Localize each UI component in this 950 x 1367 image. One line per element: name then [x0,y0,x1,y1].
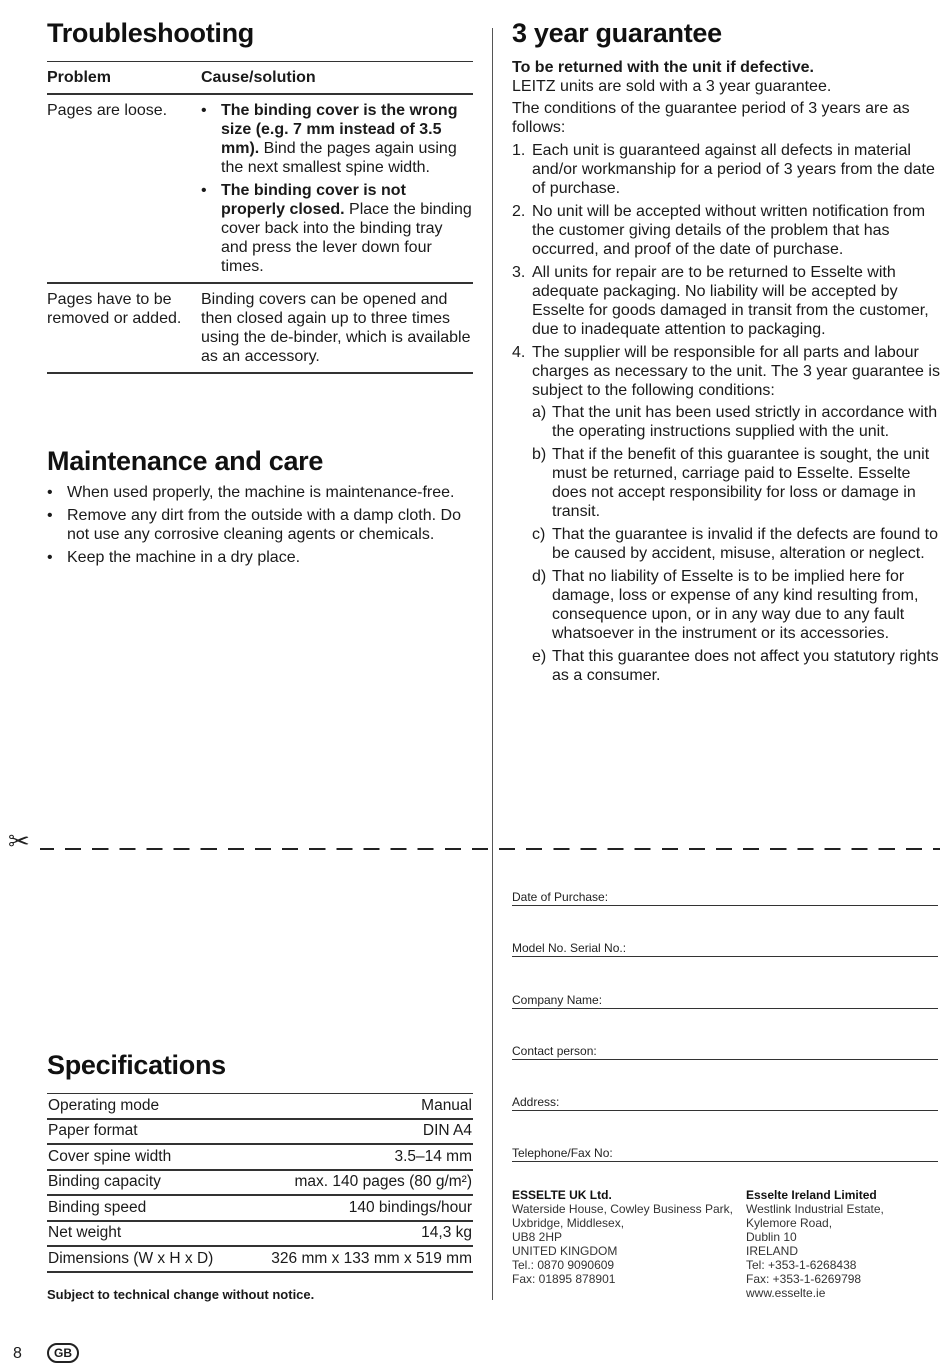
field-line [512,956,938,957]
spec-value: 140 bindings/hour [348,1198,472,1216]
field-label: Telephone/Fax No: [512,1146,613,1161]
cause-bold-text: The binding cover is the wrong size (e.g. 7 mm instead of 3.5 mm). [221,102,458,157]
address-line: Fax: +353-1-6269798 [746,1272,862,1286]
address-line: Dublin 10 [746,1230,797,1244]
company-name-field[interactable] [512,991,938,1042]
troubleshooting-section [47,18,473,374]
item-number: e) [532,648,547,665]
model-serial-field[interactable] [512,939,938,990]
specifications-section [47,1050,473,1302]
field-line [512,1008,938,1009]
address-field[interactable] [512,1093,938,1144]
cause-text: Bind the pages again using the next smallest spine width. [221,140,457,176]
item-text: All units for repair are to be returned to Esselte with adequate packaging. No liability will be accepted by Esselte for goods damaged in transit from the customer, due to inadequate attention to packaging. [532,264,929,338]
address-line: Kylemore Road, [746,1216,833,1230]
spec-label: Paper format [48,1122,138,1140]
item-number: d) [532,568,547,585]
address-line: UB8 2HP [512,1230,563,1244]
item-text: Each unit is guaranteed against all defects in material and/or workmanship for a period of 3 years from the date of purchase. [532,142,935,197]
field-line [512,905,938,906]
cause-text: Place the binding cover back into the binding tray and press the lever down four times. [221,201,472,275]
table-row [47,1171,473,1197]
item-text: No unit will be accepted without written notification from the customer giving details of the problem that has occurred, and proof of the date of purchase. [532,203,926,258]
spec-value: 3.5–14 mm [394,1147,472,1165]
website-link[interactable]: www.esselte.ie [746,1286,826,1300]
spec-label: Binding speed [48,1198,147,1216]
guarantee-intro: The conditions of the guarantee period of 3 years are as follows: [512,100,910,136]
page-number: 8 [13,1345,22,1362]
item-text: That the unit has been used strictly in accordance with the operating instructions supplied with the unit. [552,404,938,440]
column-divider [492,28,493,1300]
item-number: b) [532,446,547,463]
spec-label: Binding capacity [48,1173,161,1191]
address-line: Tel: +353-1-6268438 [746,1258,857,1272]
cause-bold-text: The binding cover is not properly closed. [221,182,406,218]
table-row [47,284,473,374]
list-item [512,343,940,685]
list-item [532,647,940,685]
guarantee-section [512,18,940,689]
date-of-purchase-field[interactable] [512,888,938,939]
guarantee-list [512,141,940,685]
company-name: ESSELTE UK Ltd. [512,1188,612,1202]
address-line: Fax: 01895 878901 [512,1272,616,1286]
spec-value: 14,3 kg [421,1224,472,1242]
field-label: Model No. Serial No.: [512,941,627,956]
guarantee-form [512,888,938,1196]
spec-value: max. 140 pages (80 g/m²) [294,1173,472,1191]
maintenance-title: Maintenance and care [47,446,324,476]
item-number: 1. [512,142,526,159]
list-item [532,525,940,563]
spec-value: DIN A4 [422,1122,472,1140]
list-item [201,101,473,177]
maintenance-section [47,446,473,571]
spec-note: Subject to technical change without notice. [47,1286,315,1302]
specifications-table [47,1093,473,1273]
scissors-icon: ✂ [8,826,30,856]
table-row [47,1196,473,1222]
spec-label: Dimensions (W x H x D) [48,1249,214,1267]
address-line: Tel.: 0870 9090609 [512,1258,615,1272]
item-number: a) [532,404,547,421]
field-line [512,1059,938,1060]
problem-cell: Pages are loose. [47,102,168,119]
contact-person-field[interactable] [512,1042,938,1093]
address-uk [512,1188,733,1286]
list-item [512,202,940,259]
list-item [512,141,940,198]
list-item [201,181,473,276]
spec-label: Net weight [48,1224,122,1242]
guarantee-subtitle: To be returned with the unit if defective. [512,59,814,76]
item-text: That this guarantee does not affect you statutory rights as a consumer. [552,648,939,684]
item-number: 2. [512,203,526,220]
address-line: UNITED KINGDOM [512,1244,618,1258]
list-item [512,263,940,339]
address-line: Waterside House, Cowley Business Park, [512,1202,733,1216]
conditions-list [532,403,940,685]
troubleshooting-title: Troubleshooting [47,18,254,48]
spec-label: Operating mode [48,1096,160,1114]
troubleshooting-header [47,62,473,95]
list-item [532,445,940,521]
table-row [47,1120,473,1146]
language-badge: GB [47,1343,79,1363]
field-label: Address: [512,1095,560,1110]
item-text: That no liability of Esselte is to be implied here for damage, loss or expense of any kind resulting from, consequence upon, or in any way due to any fault whatsoever in the instrument or its accessories. [552,568,919,642]
item-text: That the guarantee is invalid if the defects are found to be caused by accident, misuse, alteration or neglect. [552,526,939,562]
guarantee-title: 3 year guarantee [512,18,722,48]
item-text: That if the benefit of this guarantee is sought, the unit must be returned, carriage paid to Esselte. Esselte does not accept responsibility for loss or damage in transit. [552,446,930,520]
cause-cell: Binding covers can be opened and then closed again up to three times using the de-binder, which is available as an accessory. [201,291,471,365]
table-row [47,1247,473,1273]
table-row [47,1222,473,1248]
company-name: Esselte Ireland Limited [746,1188,877,1202]
list-item [532,567,940,643]
cause-cell [201,101,473,276]
spec-label: Cover spine width [48,1147,172,1165]
guarantee-intro: LEITZ units are sold with a 3 year guarantee. [512,78,832,95]
field-label: Company Name: [512,992,603,1007]
spec-value: Manual [421,1096,472,1114]
problem-cell: Pages have to be removed or added. [47,291,182,327]
table-row [47,1145,473,1171]
cut-line [40,848,940,850]
spec-value: 326 mm x 133 mm x 519 mm [271,1249,472,1267]
list-item: • When used properly, the machine is maintenance-free. [47,483,473,502]
header-cause: Cause/solution [201,68,316,86]
address-line: Westlink Industrial Estate, [746,1202,884,1216]
table-row [47,1094,473,1120]
item-text: The supplier will be responsible for all parts and labour charges as necessary to the unit. The 3 year guarantee is subject to the following conditions: [532,344,940,399]
header-problem: Problem [47,68,112,86]
field-line [512,1161,938,1162]
field-line [512,1110,938,1111]
item-number: c) [532,526,546,543]
list-item: • Remove any dirt from the outside with a damp cloth. Do not use any corrosive cleaning agents or chemicals. [47,506,473,544]
list-item [532,403,940,441]
field-label: Contact person: [512,1043,597,1058]
troubleshooting-table [47,61,473,374]
address-line: IRELAND [746,1244,799,1258]
address-ireland [746,1188,884,1300]
field-label: Date of Purchase: [512,890,609,904]
specifications-title: Specifications [47,1050,226,1080]
list-item: • Keep the machine in a dry place. [47,548,473,567]
maintenance-list [47,483,473,567]
item-number: 4. [512,344,526,361]
address-line: Uxbridge, Middlesex, [512,1216,625,1230]
item-number: 3. [512,264,526,281]
table-row [47,95,473,284]
